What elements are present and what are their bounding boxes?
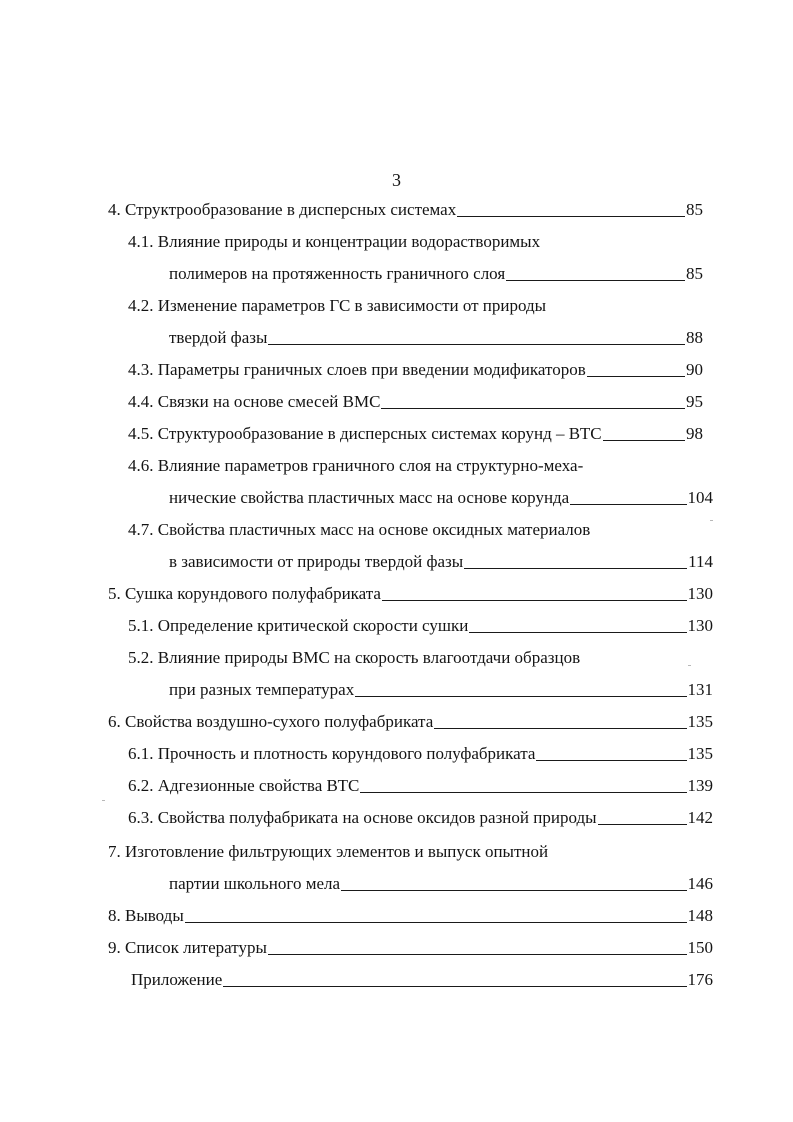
toc-entry	[169, 328, 703, 348]
toc-entry-page: 142	[687, 808, 713, 827]
toc-entry-title: 4.1. Влияние природы и концентрации водорастворимых	[128, 232, 541, 251]
toc-entry	[128, 616, 713, 636]
toc-leader-line	[603, 440, 685, 441]
toc-entry	[108, 712, 713, 732]
toc-leader-line	[506, 280, 685, 281]
toc-leader-line	[598, 824, 687, 825]
toc-entry	[108, 938, 713, 958]
toc-leader-line	[570, 504, 686, 505]
toc-entry-page: 95	[686, 392, 703, 411]
toc-entry-title: 5.2. Влияние природы ВМС на скорость влагоотдачи образцов	[128, 648, 581, 667]
toc-entry-title: 4.6. Влияние параметров граничного слоя на структурно-меха-	[128, 456, 584, 475]
toc-entry	[131, 970, 713, 990]
toc-entry-title: Приложение	[131, 970, 223, 989]
toc-entry-title: 8. Выводы	[108, 906, 184, 925]
toc-entry-title: 4.4. Связки на основе смесей ВМС	[128, 392, 381, 411]
toc-entry	[128, 744, 713, 764]
toc-leader-line	[434, 728, 686, 729]
toc-leader-line	[382, 600, 687, 601]
toc-entry-page: 114	[688, 552, 713, 571]
toc-leader-line	[457, 216, 685, 217]
toc-entry-title: 9. Список литературы	[108, 938, 267, 957]
toc-entry	[128, 360, 703, 380]
toc-entry-title: 4.2. Изменение параметров ГС в зависимости от природы	[128, 296, 547, 315]
toc-entry-page: 130	[687, 616, 713, 635]
toc-entry-title: 5. Сушка корундового полуфабриката	[108, 584, 381, 603]
toc-entry-title: 4.7. Свойства пластичных масс на основе оксидных материалов	[128, 520, 591, 539]
toc-entry	[128, 392, 703, 412]
toc-entry	[128, 232, 540, 252]
toc-entry	[169, 552, 713, 572]
toc-entry-page: 135	[687, 712, 713, 731]
toc-entry-page: 146	[687, 874, 713, 893]
toc-entry-title: 6.1. Прочность и плотность корундового полуфабриката	[128, 744, 536, 763]
toc-entry-page: 135	[687, 744, 713, 763]
toc-entry	[128, 296, 546, 316]
toc-entry	[128, 424, 703, 444]
toc-entry-title: 6. Свойства воздушно-сухого полуфабриката	[108, 712, 434, 731]
toc-entry	[108, 584, 713, 604]
toc-entry-page: 176	[687, 970, 713, 989]
toc-entry	[108, 842, 548, 862]
page-number: 3	[392, 170, 401, 190]
toc-entry-page: 131	[687, 680, 713, 699]
toc-entry-title: нические свойства пластичных масс на основе корунда	[169, 488, 570, 507]
toc-entry-page: 85	[686, 200, 703, 219]
toc-entry	[128, 456, 583, 476]
toc-entry	[128, 520, 590, 540]
toc-leader-line	[381, 408, 685, 409]
toc-entry-page: 98	[686, 424, 703, 443]
toc-leader-line	[268, 954, 687, 955]
toc-entry-title: 4. Структрообразование в дисперсных системах	[108, 200, 457, 219]
toc-entry-page: 139	[687, 776, 713, 795]
toc-entry-title: 7. Изготовление фильтрующих элементов и выпуск опытной	[108, 842, 549, 861]
toc-leader-line	[341, 890, 686, 891]
toc-entry-page: 90	[686, 360, 703, 379]
toc-entry-title: партии школьного мела	[169, 874, 341, 893]
toc-entry	[169, 874, 713, 894]
toc-leader-line	[536, 760, 686, 761]
toc-entry-title: 4.3. Параметры граничных слоев при введении модификаторов	[128, 360, 586, 379]
toc-leader-line	[355, 696, 686, 697]
toc-entry-title: 4.5. Структурообразование в дисперсных системах корунд – ВТС	[128, 424, 602, 443]
toc-leader-line	[360, 792, 686, 793]
scan-speck	[102, 800, 105, 801]
toc-entry-title: твердой фазы	[169, 328, 268, 347]
toc-entry-title: 6.3. Свойства полуфабриката на основе оксидов разной природы	[128, 808, 597, 827]
toc-entry-page: 104	[687, 488, 713, 507]
toc-leader-line	[185, 922, 687, 923]
toc-entry	[169, 264, 703, 284]
scan-speck	[710, 520, 713, 521]
toc-leader-line	[223, 986, 686, 987]
toc-entry-page: 148	[687, 906, 713, 925]
scan-speck	[688, 665, 691, 666]
toc-leader-line	[469, 632, 686, 633]
toc-leader-line	[587, 376, 685, 377]
toc-leader-line	[268, 344, 685, 345]
toc-entry	[128, 776, 713, 796]
toc-entry-title: при разных температурах	[169, 680, 355, 699]
toc-entry	[128, 808, 713, 828]
toc-entry-title: 6.2. Адгезионные свойства ВТС	[128, 776, 360, 795]
toc-entry	[169, 488, 713, 508]
toc-entry-title: в зависимости от природы твердой фазы	[169, 552, 464, 571]
toc-entry-title: полимеров на протяженность граничного слоя	[169, 264, 506, 283]
toc-leader-line	[464, 568, 687, 569]
toc-entry	[128, 648, 580, 668]
toc-entry	[169, 680, 713, 700]
toc-entry-page: 150	[687, 938, 713, 957]
toc-entry-page: 88	[686, 328, 703, 347]
toc-entry-page: 130	[687, 584, 713, 603]
toc-entry-page: 85	[686, 264, 703, 283]
toc-entry	[108, 906, 713, 926]
toc-entry-title: 5.1. Определение критической скорости сушки	[128, 616, 469, 635]
toc-entry	[108, 200, 703, 220]
